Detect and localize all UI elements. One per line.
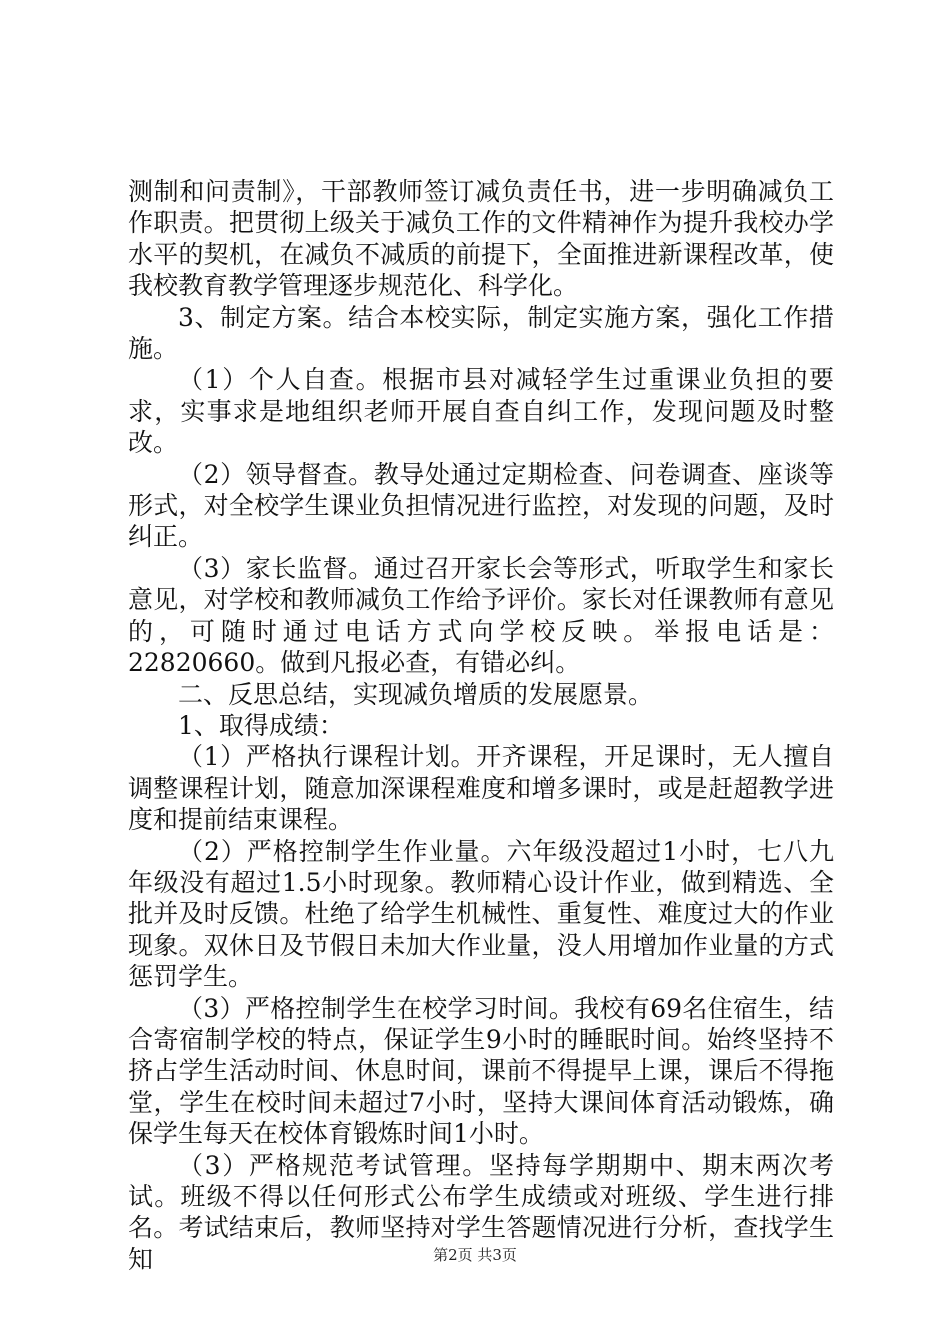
paragraph-plan: 3、制定方案。结合本校实际，制定实施方案，强化工作措施。 [128, 302, 834, 364]
subheading-achievements: 1、取得成绩： [178, 710, 344, 740]
section-heading-reflection: 二、反思总结，实现减负增质的发展愿景。 [178, 679, 654, 709]
paragraph-continuation: 测制和问责制》，干部教师签订减负责任书，进一步明确减负工作职责。把贯彻上级关于减负工作的文件精神作为提升我校办学水平的契机，在减负不减质的前提下，全面推进新课程改革，使我校教育教学管理逐步规范化、科学化。 [128, 177, 834, 301]
paragraph-school-time: （3）严格控制学生在校学习时间。我校有69名住宿生，结合寄宿制学校的特点，保证学生9小时的睡眠时间。始终坚持不挤占学生活动时间、休息时间，课前不得提早上课，课后不得拖堂，学生在校时间未超过7小时，坚持大课间体育活动锻炼，确保学生每天在校体育锻炼时间1小时。 [128, 993, 834, 1149]
paragraph-exams: （3）严格规范考试管理。坚持每学期期中、期末两次考试。班级不得以任何形式公布学生成绩或对班级、学生进行排名。考试结束后，教师坚持对学生答题情况进行分析，查找学生知 [128, 1150, 834, 1274]
paragraph-parent-oversight: （3）家长监督。通过召开家长会等形式，听取学生和家长意见，对学校和教师减负工作给予评价。家长对任课教师有意见的，可随时通过电话方式向学校反映。举报电话是：22820660。做到凡报必查，有错必纠。 [128, 553, 834, 678]
paragraph-self-check: （1）个人自查。根据市县对减轻学生过重课业负担的要求，实事求是地组织老师开展自查自纠工作，发现问题及时整改。 [128, 365, 834, 458]
document-body [128, 176, 834, 1275]
paragraph-curriculum: （1）严格执行课程计划。开齐课程，开足课时，无人擅自调整课程计划，随意加深课程难度和增多课时，或是赶超教学进度和提前结束课程。 [128, 742, 834, 835]
paragraph-supervision: （2）领导督查。教导处通过定期检查、问卷调查、座谈等形式，对全校学生课业负担情况进行监控，对发现的问题，及时纠正。 [128, 459, 834, 552]
page-footer: 第2页 共3页 [433, 1246, 517, 1264]
document-page [128, 0, 834, 1344]
paragraph-homework: （2）严格控制学生作业量。六年级没超过1小时，七八九年级没有超过1.5小时现象。教师精心设计作业，做到精选、全批并及时反馈。杜绝了给学生机械性、重复性、难度过大的作业现象。双休日及节假日未加大作业量，没人用增加作业量的方式惩罚学生。 [128, 836, 834, 992]
